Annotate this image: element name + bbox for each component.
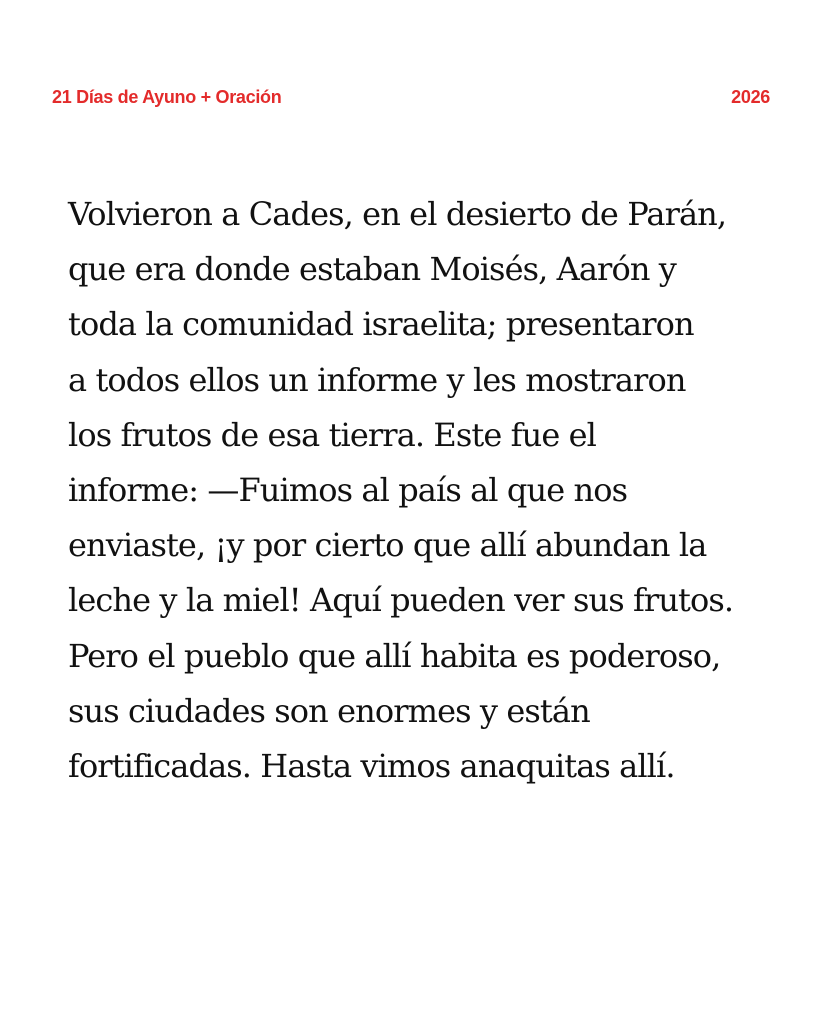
passage-line: enviaste, ¡y por cierto que allí abundan la xyxy=(68,526,707,565)
passage-line: los frutos de esa tierra. Este fue el xyxy=(68,415,596,454)
passage-line: leche y la miel! Aquí pueden ver sus frutos. xyxy=(68,581,734,620)
passage-line: sus ciudades son enormes y están xyxy=(68,691,590,730)
year-label: 2026 xyxy=(731,86,770,107)
passage-line: a todos ellos un informe y les mostraron xyxy=(68,360,686,399)
passage-line: informe: —Fuimos al país al que nos xyxy=(68,471,628,510)
passage-line: toda la comunidad israelita; presentaron xyxy=(68,305,694,344)
page-header xyxy=(52,84,770,110)
series-title: 21 Días de Ayuno + Oración xyxy=(52,86,282,107)
passage-line: fortificadas. Hasta vimos anaquitas allí. xyxy=(68,747,675,786)
passage-line: Volvieron a Cades, en el desierto de Parán, xyxy=(68,195,727,233)
passage-line: Pero el pueblo que allí habita es poderoso, xyxy=(68,636,721,675)
scripture-passage xyxy=(68,187,768,794)
passage-line: que era donde estaban Moisés, Aarón y xyxy=(68,250,676,289)
